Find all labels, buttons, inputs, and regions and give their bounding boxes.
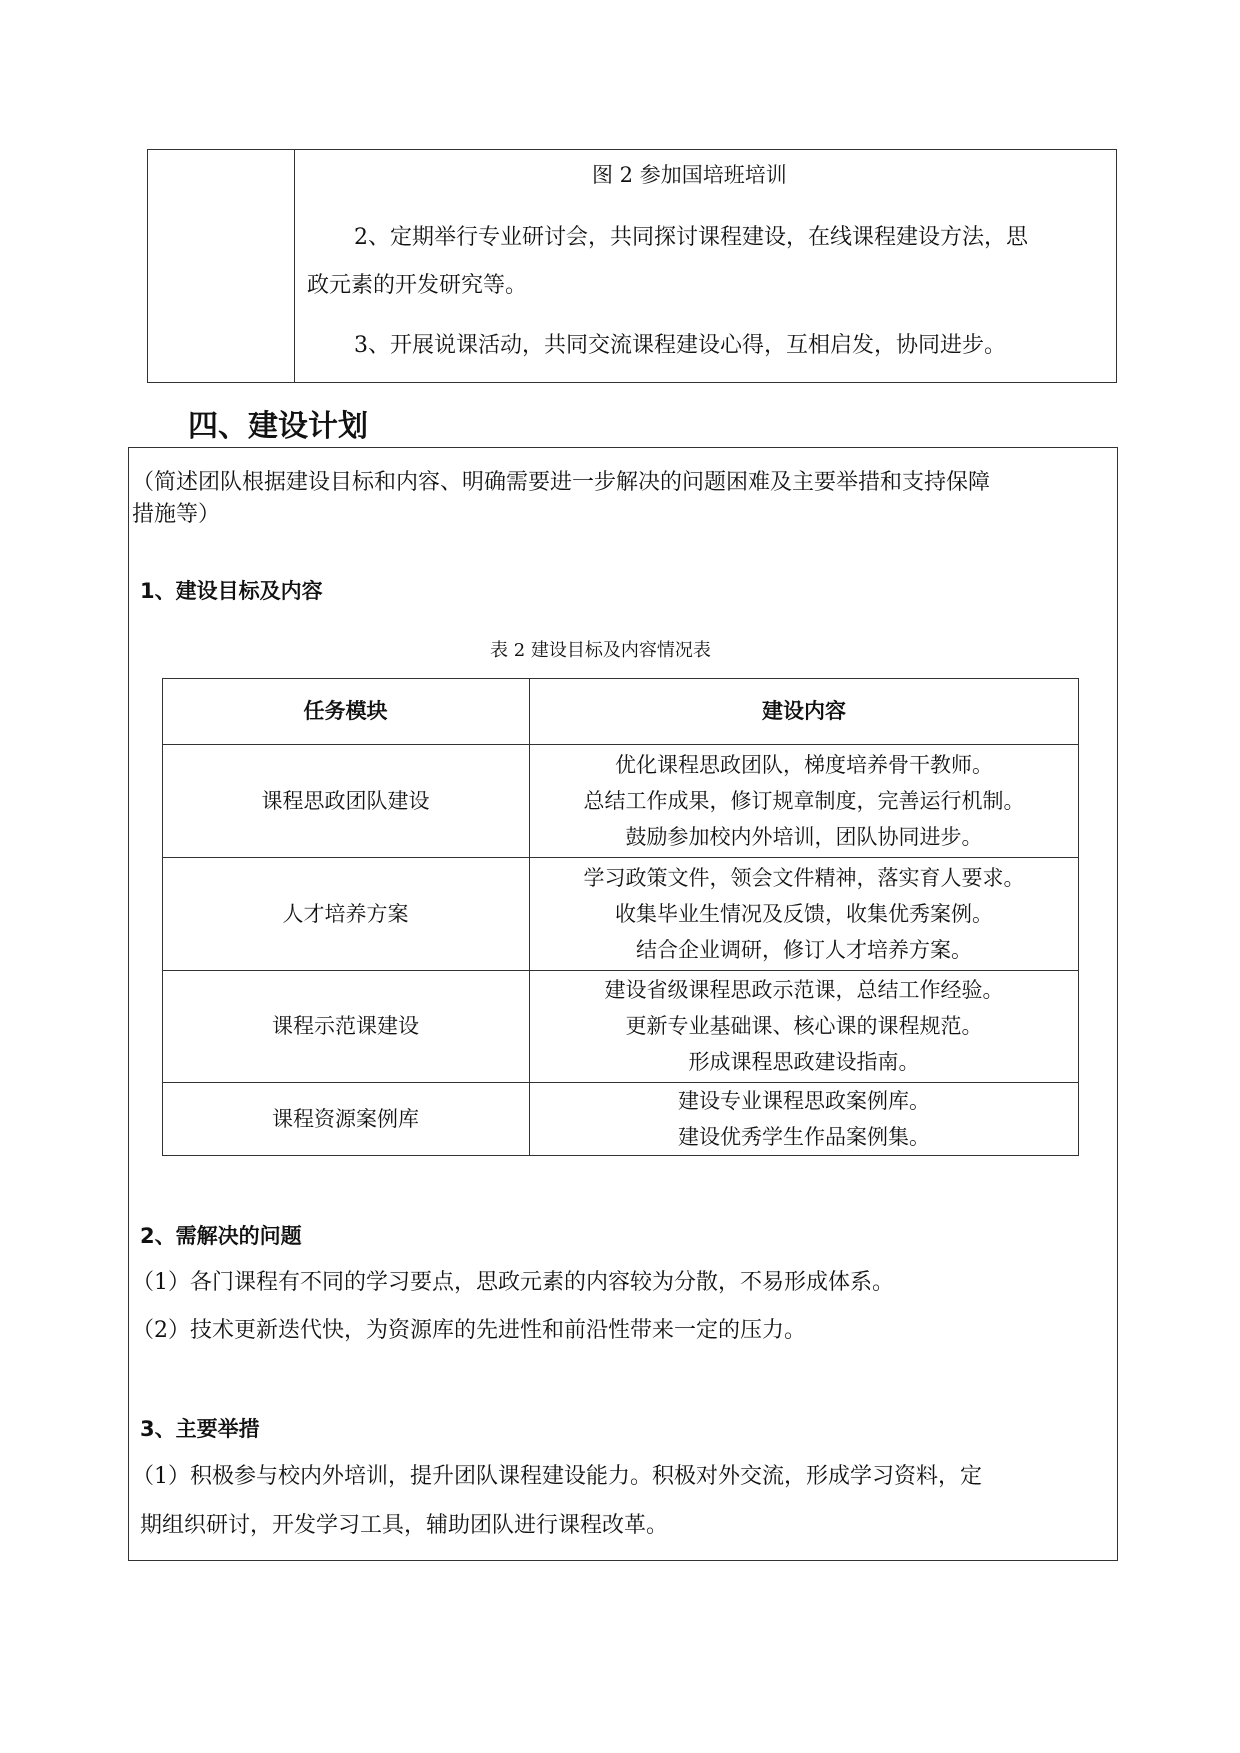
measure-1-line-2: 期组织研讨，开发学习工具，辅助团队进行课程改革。 (140, 1513, 669, 1538)
content-line: 形成课程思政建设指南。 (688, 1050, 920, 1074)
subheading-problems: 2、需解决的问题 (140, 1224, 302, 1248)
figure-caption: 图 2 参加国培班培训 (592, 163, 787, 187)
content-cell (529, 744, 1079, 857)
content-line: 收集毕业生情况及反馈，收集优秀案例。 (615, 901, 993, 926)
section-heading: 四、建设计划 (188, 409, 368, 444)
content-line: 学习政策文件，领会文件精神，落实育人要求。 (583, 865, 1025, 890)
content-cell (529, 970, 1079, 1082)
table-caption: 表 2 建设目标及内容情况表 (490, 640, 711, 661)
table-border-right (1116, 149, 1117, 383)
item-2-line-1: 2、定期举行专业研讨会，共同探讨课程建设，在线课程建设方法，思 (354, 225, 1028, 250)
header-content: 建设内容 (762, 699, 846, 723)
table-border-left (147, 149, 148, 383)
problem-1: （1）各门课程有不同的学习要点，思政元素的内容较为分散，不易形成体系。 (132, 1270, 894, 1295)
content-line: 更新专业基础课、核心课的课程规范。 (625, 1014, 983, 1038)
module-cell: 课程思政团队建设 (261, 788, 430, 813)
intro-line-1: （简述团队根据建设目标和内容、明确需要进一步解决的问题困难及主要举措和支持保障 (132, 470, 991, 495)
table-border-bottom (147, 382, 1117, 383)
content-line: 建设省级课程思政示范课，总结工作经验。 (604, 978, 1004, 1002)
content-cell (529, 1082, 1079, 1156)
module-cell: 课程示范课建设 (272, 1014, 419, 1038)
content-line: 优化课程思政团队，梯度培养骨干教师。 (615, 752, 993, 777)
item-3: 3、开展说课活动，共同交流课程建设心得，互相启发，协同进步。 (354, 333, 1006, 358)
table-border-top (147, 149, 1117, 150)
subheading-measures: 3、主要举措 (140, 1417, 260, 1441)
problem-2: （2）技术更新迭代快，为资源库的先进性和前沿性带来一定的压力。 (132, 1318, 806, 1343)
module-cell: 人才培养方案 (282, 901, 409, 926)
content-line: 结合企业调研，修订人才培养方案。 (636, 937, 972, 962)
content-line: 总结工作成果，修订规章制度，完善运行机制。 (583, 788, 1025, 813)
item-2-line-2: 政元素的开发研究等。 (307, 273, 528, 298)
header-module: 任务模块 (303, 699, 388, 723)
content-line: 建设专业课程思政案例库。 (678, 1089, 930, 1113)
intro-line-2: 措施等） (132, 502, 221, 527)
table-column-divider (294, 149, 295, 383)
content-line: 鼓励参加校内外培训，团队协同进步。 (625, 824, 983, 849)
content-line: 建设优秀学生作品案例集。 (678, 1125, 930, 1149)
module-cell: 课程资源案例库 (272, 1107, 419, 1131)
measure-1-line-1: （1）积极参与校内外培训，提升团队课程建设能力。积极对外交流，形成学习资料，定 (132, 1464, 982, 1489)
subheading-goals: 1、建设目标及内容 (140, 579, 323, 603)
content-cell (529, 857, 1079, 970)
